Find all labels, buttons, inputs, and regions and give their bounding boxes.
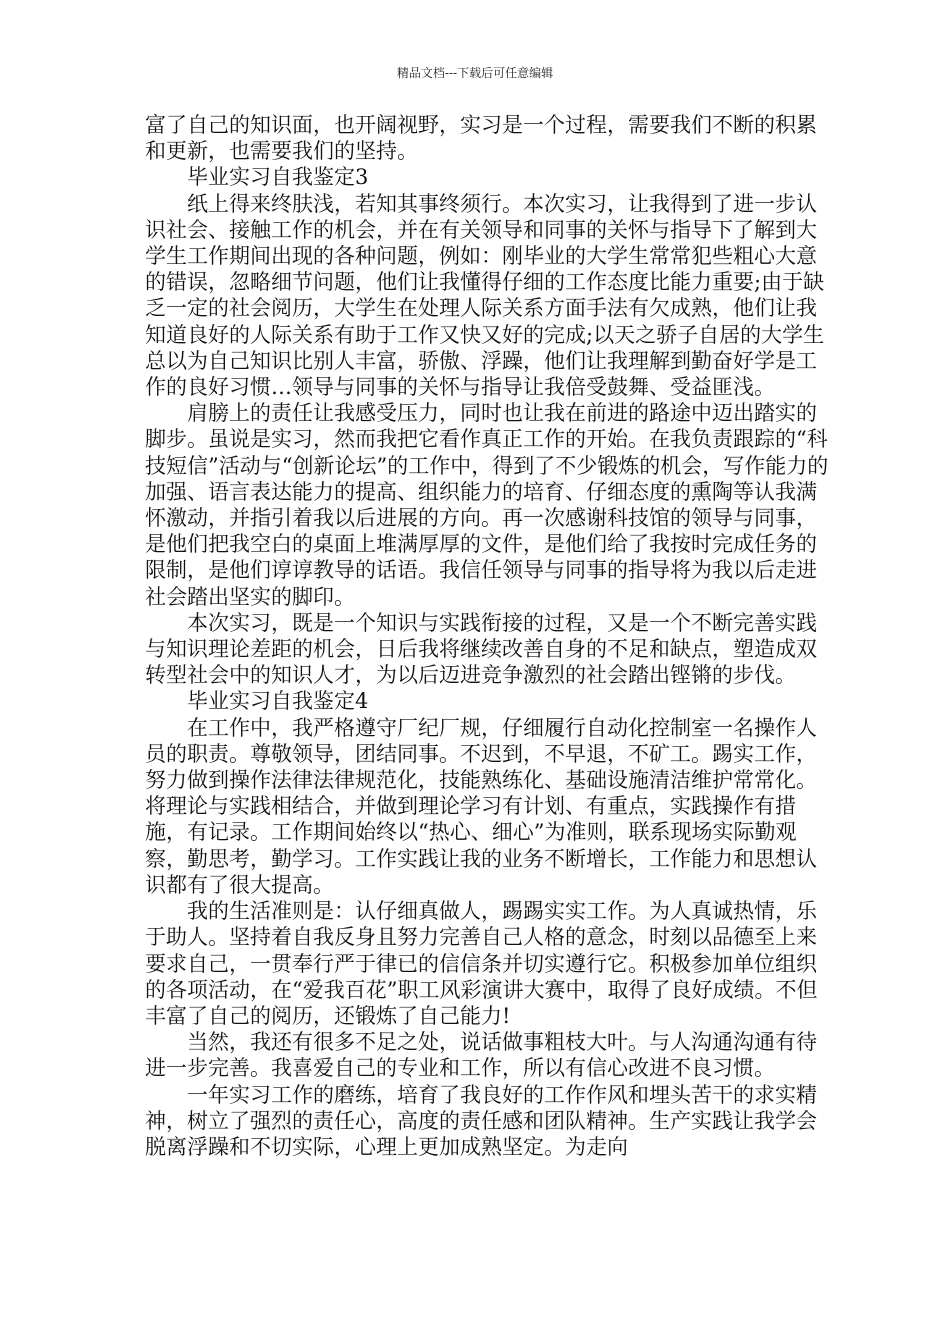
- section-heading: 毕业实习自我鉴定4: [187, 689, 369, 714]
- page-header: 精品文档---下载后可任意编辑: [396, 66, 554, 80]
- paragraph: 一年实习工作的磨练，培育了我良好的工作作风和埋头苦干的求实精神，树立了强烈的责任心，高度的责任感和团队精神。生产实践让我学会脱离浮躁和不切实际，心理上更加成熟坚定。为走向: [145, 1082, 817, 1159]
- paragraph: 纸上得来终肤浅，若知其事终须行。本次实习，让我得到了进一步认识社会、接触工作的机会，并在有关领导和同事的关怀与指导下了解到大学生工作期间出现的各种问题，例如：刚毕业的大学生常常犯些粗心大意的错误，忽略细节问题，他们让我懂得仔细的工作态度比能力重要;由于缺乏一定的社会阅历，大学生在处理人际关系方面手法有欠成熟，他们让我知道良好的人际关系有助于工作又快又好的完成;以天之骄子自居的大学生总以为自己知识比别人丰富，骄傲、浮躁，他们让我理解到勤奋好学是工作的良好习惯…领导与同事的关怀与指导让我倍受鼓舞、受益匪浅。: [145, 191, 825, 400]
- document-body: [145, 112, 835, 1160]
- paragraph: 我的生活准则是：认仔细真做人，踢踢实实工作。为人真诚热情，乐于助人。坚持着自我反身且努力完善自己人格的意念，时刻以品德至上来要求自己，一贯奉行严于律已的信信条并切实遵行它。积极参加单位组织的各项活动，在“爱我百花”职工风彩演讲大赛中，取得了良好成绩。不但丰富了自己的阅历，还锻炼了自己能力!: [145, 899, 818, 1028]
- paragraph: 当然，我还有很多不足之处，说话做事粗枝大叶。与人沟通沟通有待进一步完善。我喜爱自己的专业和工作，所以有信心改进不良习惯。: [145, 1030, 817, 1081]
- paragraph: 在工作中，我严格遵守厂纪厂规，仔细履行自动化控制室一名操作人员的职责。尊敬领导，团结同事。不迟到，不早退，不矿工。踢实工作，努力做到操作法律法律规范化，技能熟练化、基础设施清洁维护常常化。将理论与实践相结合，并做到理论学习有计划、有重点，实践操作有措施，有记录。工作期间始终以“热心、细心”为准则，联系现场实际勤观察，勤思考，勤学习。工作实践让我的业务不断增长，工作能力和思想认识都有了很大提高。: [145, 715, 817, 897]
- paragraph: 富了自己的知识面，也开阔视野，实习是一个过程，需要我们不断的积累和更新，也需要我们的坚持。: [145, 113, 817, 164]
- section-heading: 毕业实习自我鉴定3: [187, 165, 369, 190]
- paragraph: 本次实习，既是一个知识与实践衔接的过程，又是一个不断完善实践与知识理论差距的机会，日后我将继续改善自身的不足和缺点，塑造成双转型社会中的知识人才，为以后迈进竞争激烈的社会踏出铿锵的步伐。: [145, 610, 817, 688]
- paragraph: 肩膀上的责任让我感受压力，同时也让我在前进的路途中迈出踏实的脚步。虽说是实习，然而我把它看作真正工作的开始。在我负责跟踪的“科技短信”活动与“创新论坛”的工作中，得到了不少锻炼的机会，写作能力的加强、语言表达能力的提高、组织能力的培育、仔细态度的熏陶等认我满怀激动，并指引着我以后进展的方向。再一次感谢科技馆的领导与同事，是他们把我空白的桌面上堆满厚厚的文件，是他们给了我按时完成任务的限制，是他们谆谆教导的话语。我信任领导与同事的指导将为我以后走进社会踏出坚实的脚印。: [145, 401, 829, 609]
